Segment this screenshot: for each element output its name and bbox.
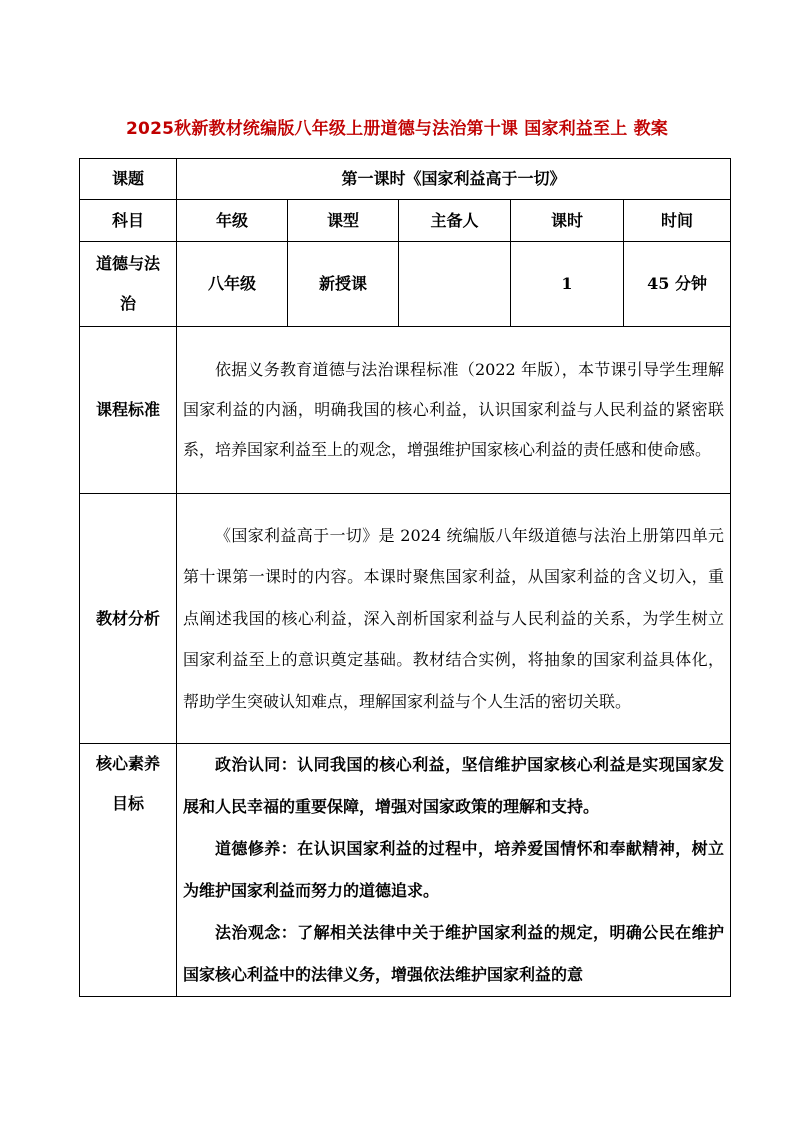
subject-line2: 治 [119,294,136,313]
analysis-text: 《国家利益高于一切》是 2024 统编版八年级道德与法治上册第四单元第十课第一课时的内容。本课时聚焦国家利益，从国家利益的含义切入，重点阐述我国的核心利益，深入剖析国家利益与人民利益的关系，为学生树立国家利益至上的意识奠定基础。教材结合实例，将抽象的国家利益具体化，帮助学生突破认知难点，理解国家利益与个人生活的密切关联。 [183,525,725,711]
analysis-label: 教材分析 [80,494,177,744]
header-grade: 年级 [177,200,288,242]
core-literacy-row [80,744,731,997]
header-subject: 科目 [80,200,177,242]
header-periods: 课时 [511,200,624,242]
header-preparer: 主备人 [399,200,511,242]
analysis-row [80,494,731,744]
header-time: 时间 [624,200,731,242]
lesson-type-cell: 新授课 [288,242,399,327]
core-label-cell [80,744,177,997]
document-title: 2025秋新教材统编版八年级上册道德与法治第十课 国家利益至上 教案 [126,119,668,139]
topic-value: 第一课时《国家利益高于一切》 [177,159,731,200]
preparer-cell [399,242,511,327]
header-lesson-type: 课型 [288,200,399,242]
header-row [80,200,731,242]
core-item-law: 法治观念：了解相关法律中关于维护国家利益的规定，明确公民在维护国家核心利益中的法律义务，增强依法维护国家利益的意 [183,923,725,984]
standard-cell [177,327,731,494]
periods-cell: 1 [511,242,624,327]
core-item-moral: 道德修养：在认识国家利益的过程中，培养爱国情怀和奉献精神，树立为维护国家利益而努力的道德追求。 [183,839,725,900]
topic-label: 课题 [80,159,177,200]
subject-cell [80,242,177,327]
subject-line1: 道德与法 [95,254,160,273]
lesson-plan-table [79,158,731,997]
core-label-line2: 目标 [111,794,144,813]
topic-row [80,159,731,200]
grade-cell: 八年级 [177,242,288,327]
analysis-cell [177,494,731,744]
core-label-line1: 核心素养 [95,754,160,773]
info-row [80,242,731,327]
standard-text: 依据义务教育道德与法治课程标准（2022 年版），本节课引导学生理解国家利益的内涵，明确我国的核心利益，认识国家利益与人民利益的紧密联系，培养国家利益至上的观念，增强维护国家核心利益的责任感和使命感。 [183,360,725,459]
time-cell: 45 分钟 [624,242,731,327]
standard-label: 课程标准 [80,327,177,494]
core-item-political: 政治认同：认同我国的核心利益，坚信维护国家核心利益是实现国家发展和人民幸福的重要保障，增强对国家政策的理解和支持。 [183,755,725,816]
core-items-cell [177,744,731,997]
standard-row [80,327,731,494]
